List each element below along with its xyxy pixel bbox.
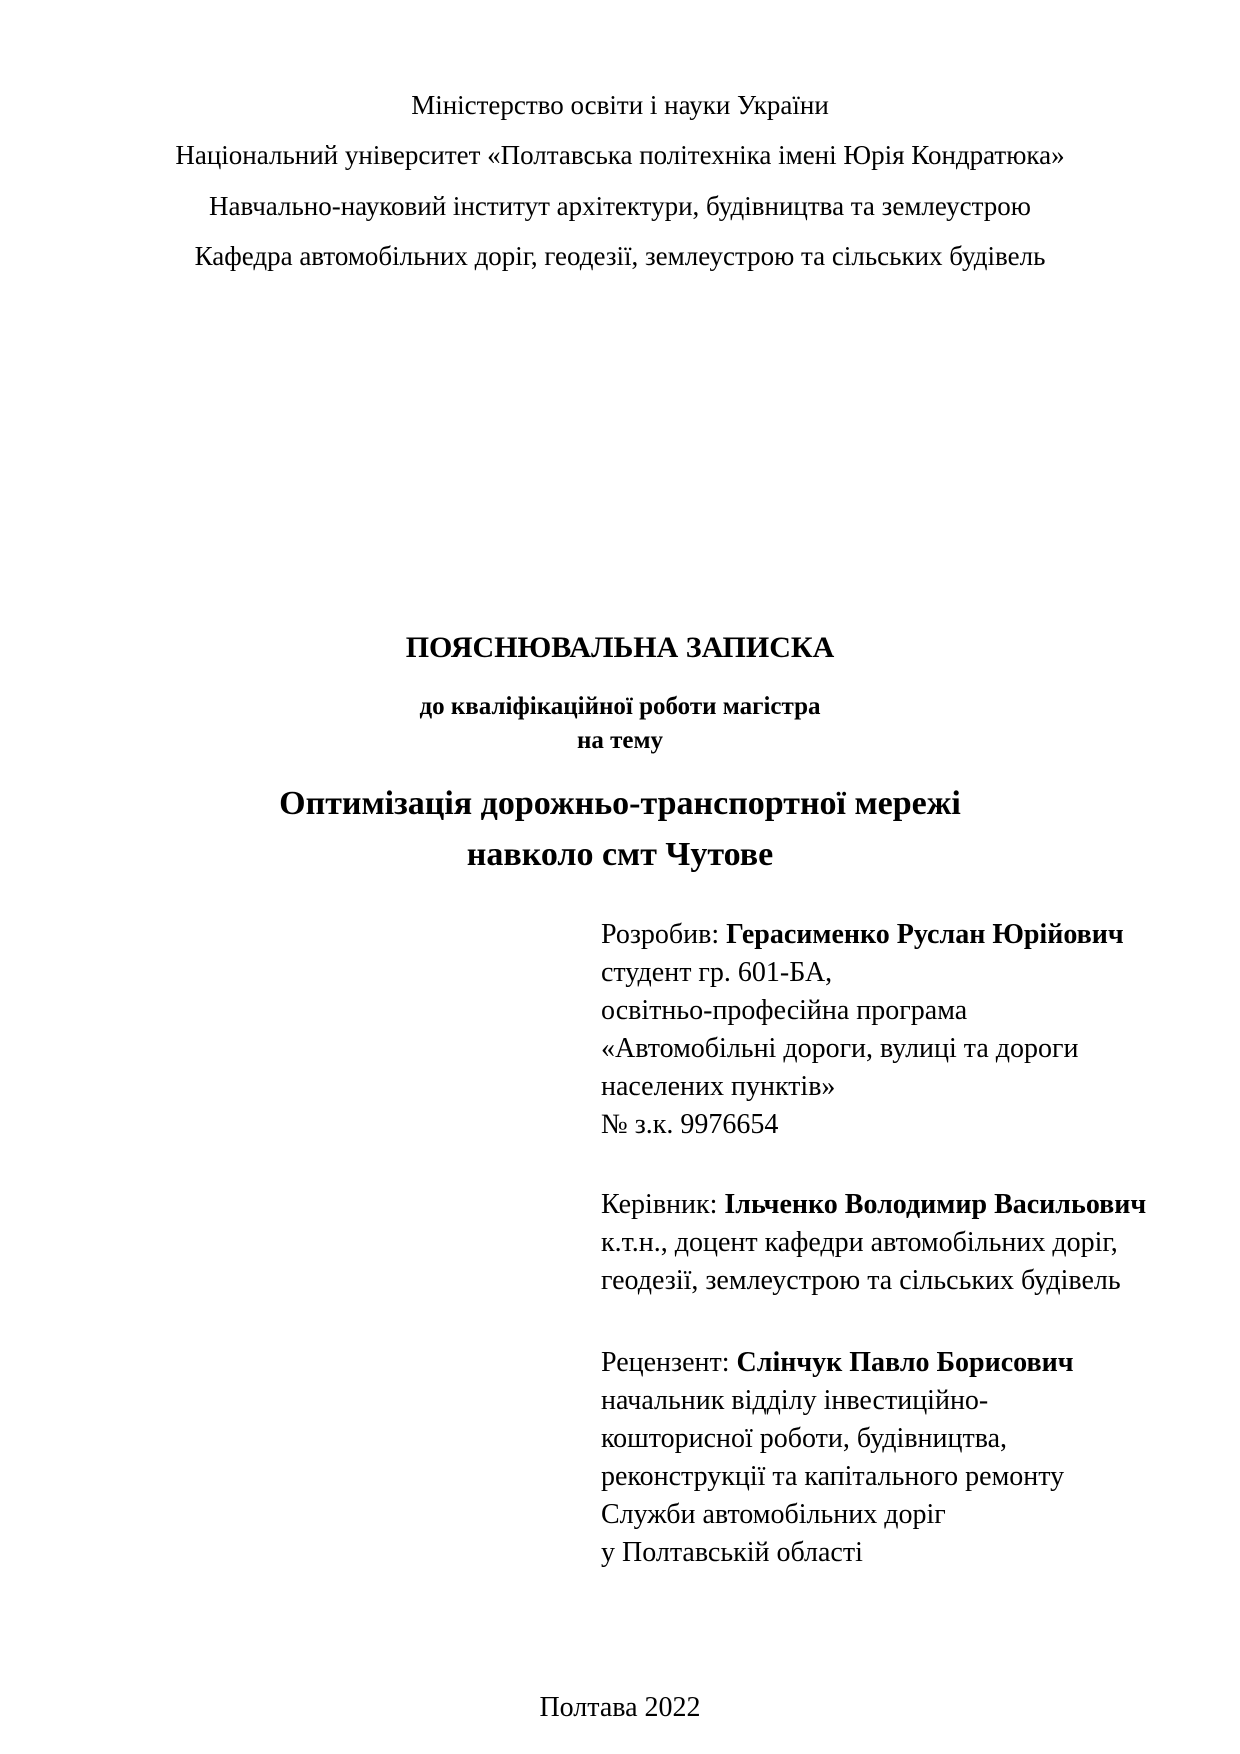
document-type: ПОЯСНЮВАЛЬНА ЗАПИСКА	[405, 631, 835, 664]
topic-line-2: навколо смт Чутове	[466, 836, 774, 873]
institute-line: Навчально-науковий інститут архітектури, будівництва та землеустрою	[209, 191, 1031, 221]
author-line: № з.к. 9976654	[601, 1109, 779, 1140]
supervisor-name: Ільченко Володимир Васильович	[724, 1189, 1147, 1220]
author-name: Герасименко Руслан Юрійович	[726, 919, 1124, 950]
topic-line-1: Оптимізація дорожньо-транспортної мережі	[279, 785, 961, 822]
city-year: Полтава 2022	[539, 1692, 701, 1723]
university-line: Національний університет «Полтавська політехніка імені Юрія Кондратюка»	[175, 140, 1065, 170]
subtitle-line-2: на тему	[576, 727, 664, 754]
supervisor-line: геодезії, землеустрою та сільських будівель	[601, 1265, 1121, 1296]
ministry-line: Міністерство освіти і науки України	[411, 90, 829, 120]
reviewer-line: реконструкції та капітального ремонту	[601, 1461, 1065, 1492]
author-line: освітньо-професійна програма	[601, 995, 968, 1026]
author-line: населених пунктів»	[601, 1071, 836, 1102]
reviewer-line: начальник відділу інвестиційно-	[601, 1385, 989, 1416]
reviewer-line: Служби автомобільних доріг	[601, 1499, 946, 1530]
reviewer-line: кошторисної роботи, будівництва,	[601, 1423, 1008, 1454]
reviewer-block	[601, 1344, 1074, 1572]
department-line: Кафедра автомобільних доріг, геодезії, землеустрою та сільських будівель	[194, 241, 1046, 271]
author-block	[601, 916, 1124, 1144]
reviewer-label: Рецензент:	[601, 1347, 730, 1378]
supervisor-line: к.т.н., доцент кафедри автомобільних доріг,	[601, 1227, 1118, 1258]
supervisor-block	[601, 1186, 1146, 1300]
supervisor-label: Керівник:	[601, 1189, 718, 1220]
reviewer-line: у Полтавській області	[601, 1537, 863, 1568]
author-line: «Автомобільні дороги, вулиці та дороги	[601, 1033, 1079, 1064]
author-label: Розробив:	[601, 919, 720, 950]
subtitle-line-1: до кваліфікаційної роботи магістра	[419, 693, 821, 720]
author-line: студент гр. 601-БА,	[601, 957, 833, 988]
reviewer-name: Слінчук Павло Борисович	[736, 1347, 1074, 1378]
